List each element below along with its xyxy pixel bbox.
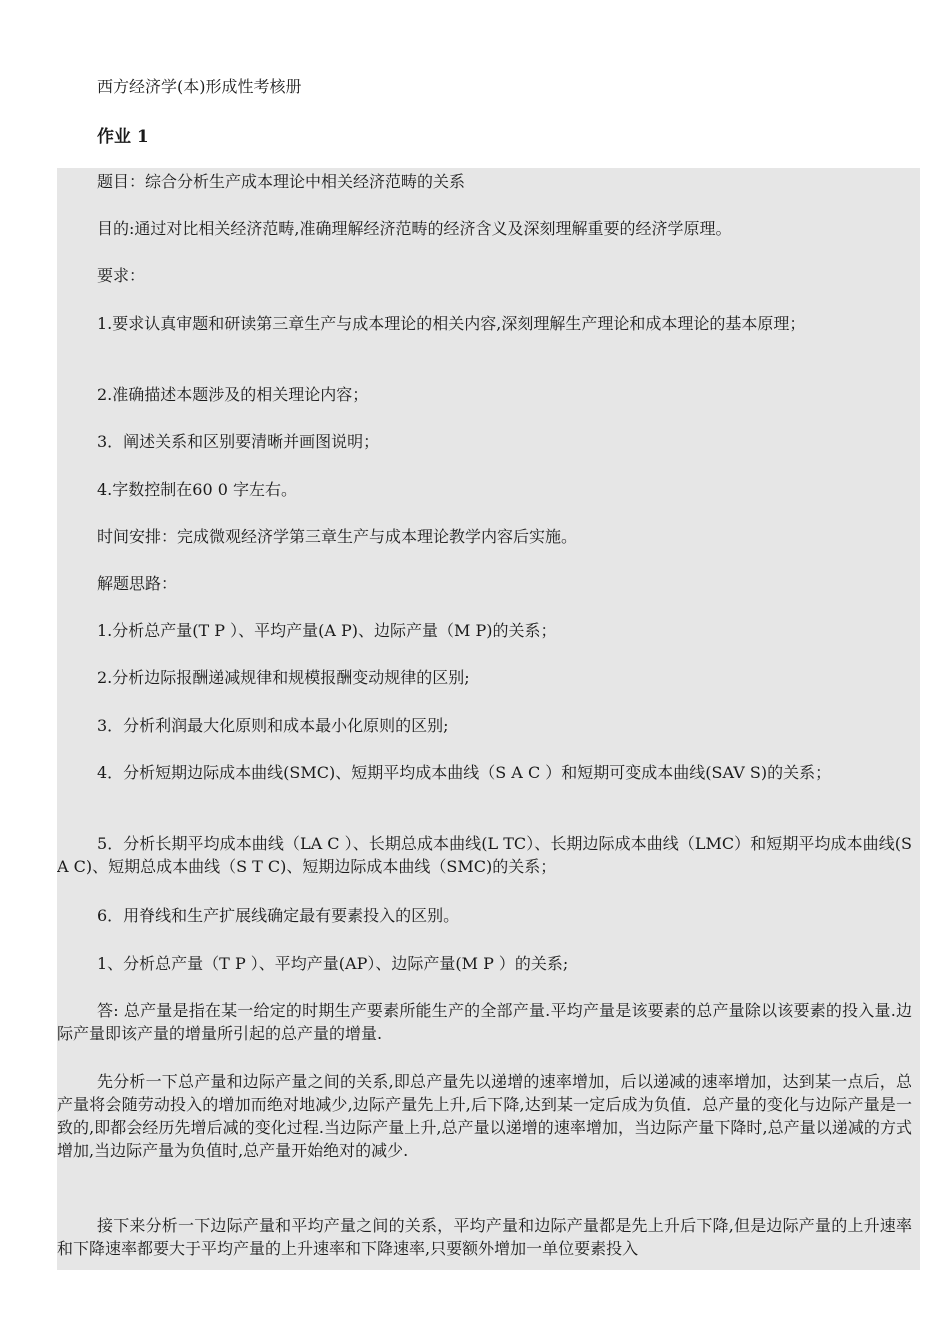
paragraph-approach-4: 4．分析短期边际成本曲线(SMC)、短期平均成本曲线（S A C ）和短期可变成本曲线(SAV S)的关系； <box>97 763 832 782</box>
assignment-heading: 作业 1 <box>97 127 149 147</box>
assignment-body <box>57 168 920 1270</box>
paragraph-answer-intro: 答: 总产量是指在某一给定的时期生产要素所能生产的全部产量.平均产量是该要素的总产量除以该要素的投入量.边际产量即该产量的增量所引起的总产量的增量. <box>57 1001 912 1043</box>
paragraph-topic: 题目：综合分析生产成本理论中相关经济范畴的关系 <box>97 172 466 191</box>
paragraph-requirement-4: 4.字数控制在60 0 字左右。 <box>97 480 297 499</box>
paragraph-approach-6: 6．用脊线和生产扩展线确定最有要素投入的区别。 <box>97 906 460 925</box>
document-title: 西方经济学(本)形成性考核册 <box>97 77 302 96</box>
paragraph-requirement-2: 2.准确描述本题涉及的相关理论内容； <box>97 385 369 404</box>
paragraph-question-1: 1、分析总产量（T P ）、平均产量(AP）、边际产量(M P ）的关系; <box>97 954 569 973</box>
paragraph-approach-3: 3．分析利润最大化原则和成本最小化原则的区别; <box>97 716 449 735</box>
paragraph-requirements-heading: 要求： <box>97 266 146 285</box>
paragraph-schedule: 时间安排：完成微观经济学第三章生产与成本理论教学内容后实施。 <box>97 527 578 546</box>
paragraph-answer-mp-ap: 接下来分析一下边际产量和平均产量之间的关系，平均产量和边际产量都是先上升后下降,但是边际产量的上升速率和下降速率都要大于平均产量的上升速率和下降速率,只要额外增加一单位要素投入 <box>57 1216 912 1258</box>
paragraph-approach-2: 2.分析边际报酬递减规律和规模报酬变动规律的区别; <box>97 668 470 687</box>
paragraph-requirement-3: 3．阐述关系和区别要清晰并画图说明； <box>97 432 380 451</box>
paragraph-approach-heading: 解题思路： <box>97 574 178 593</box>
paragraph-requirement-1: 1.要求认真审题和研读第三章生产与成本理论的相关内容,深刻理解生产理论和成本理论的基本原理； <box>97 314 806 333</box>
paragraph-approach-1: 1.分析总产量(T P ）、平均产量(A P)、边际产量（M P)的关系； <box>97 621 557 640</box>
paragraph-approach-5: 5．分析长期平均成本曲线（LA C ）、长期总成本曲线(L TC）、长期边际成本曲线（LMC）和短期平均成本曲线(SA C)、短期总成本曲线（S T C)、短期边际成本曲线（SMC)的关系； <box>57 834 912 876</box>
paragraph-answer-tp-mp: 先分析一下总产量和边际产量之间的关系,即总产量先以递增的速率增加，后以递减的速率增加，达到某一点后，总产量将会随劳动投入的增加而绝对地减少,边际产量先上升,后下降,达到某一定后成为负值．总产量的变化与边际产量是一致的,即都会经历先增后减的变化过程.当边际产量上升,总产量以递增的速率增加，当边际产量下降时,总产量以递减的方式增加,当边际产量为负值时,总产量开始绝对的减少. <box>57 1072 912 1160</box>
paragraph-purpose: 目的:通过对比相关经济范畴,准确理解经济范畴的经济含义及深刻理解重要的经济学原理。 <box>97 219 732 238</box>
